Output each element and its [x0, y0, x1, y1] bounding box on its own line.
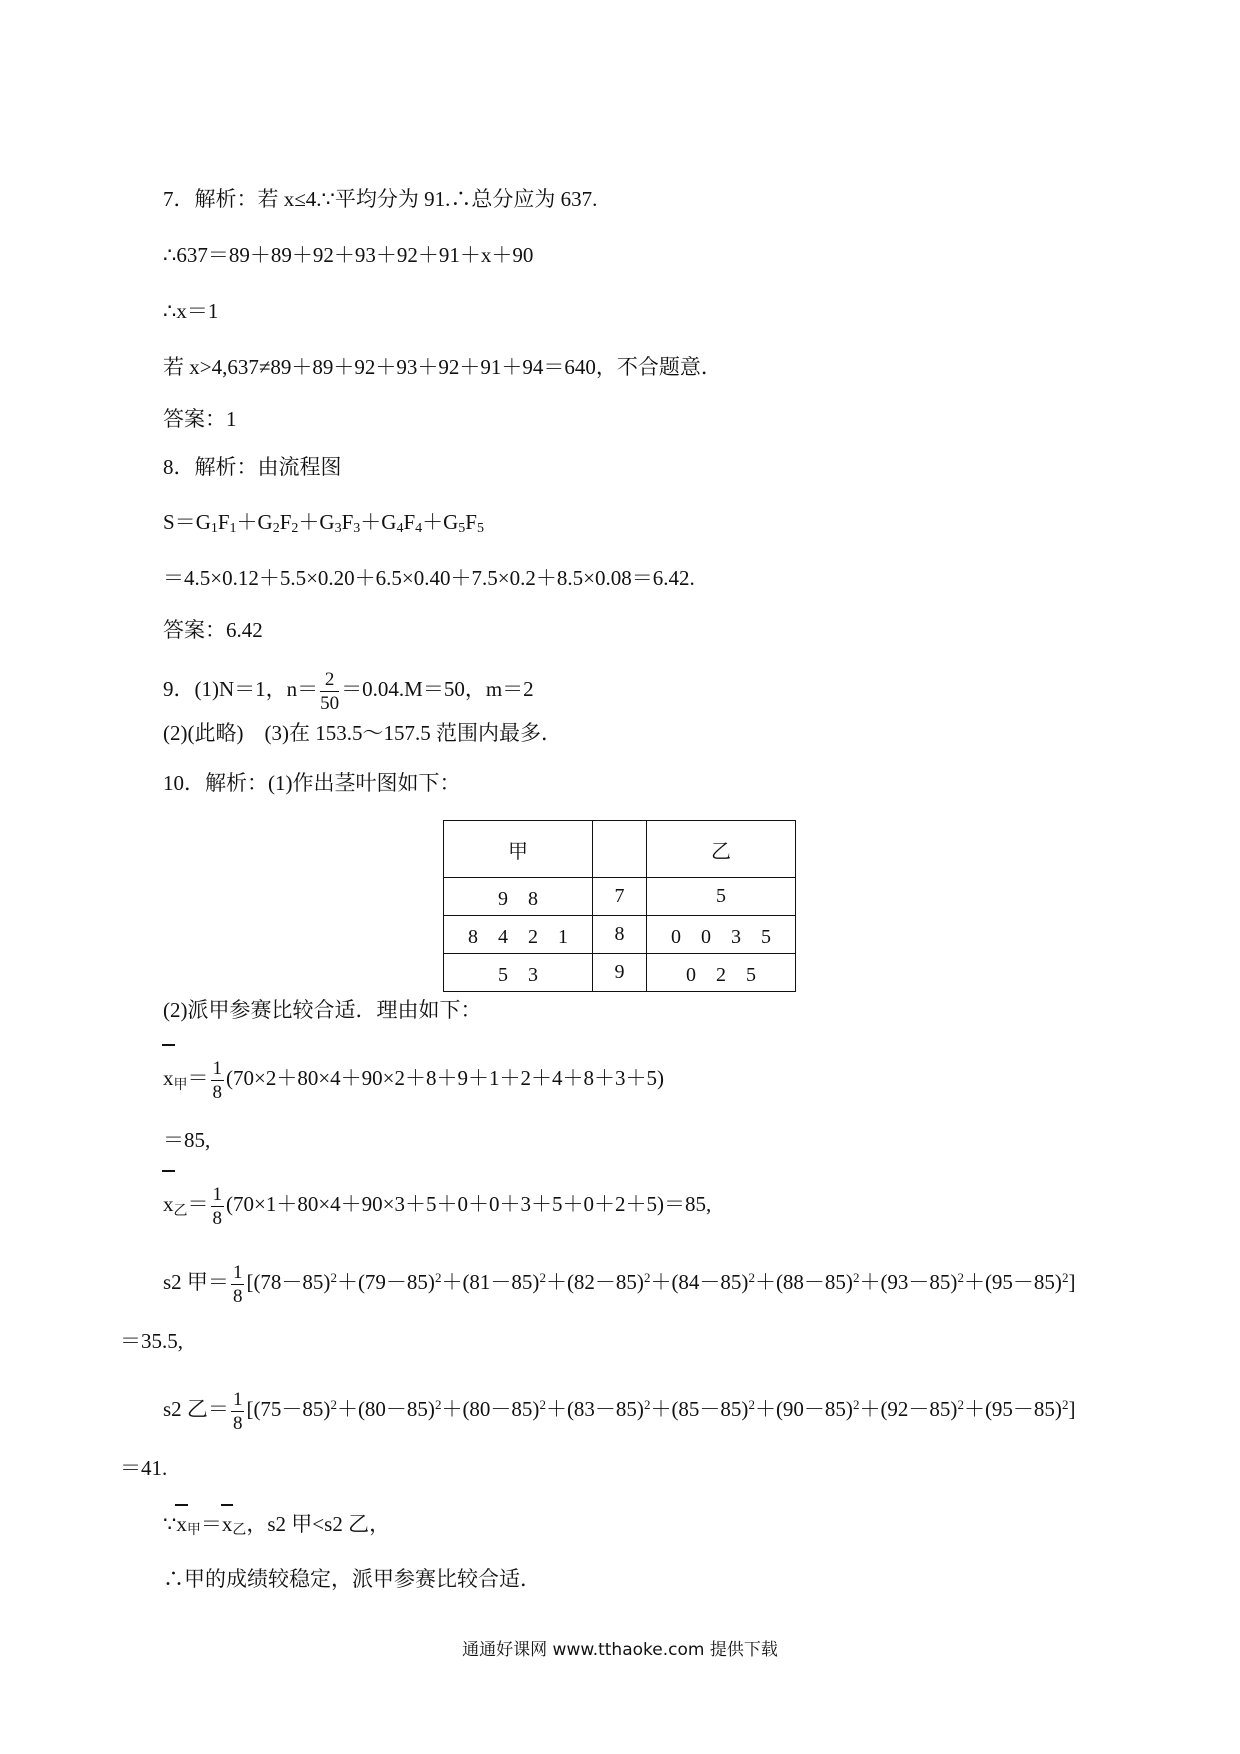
variance-term: (78－85) — [253, 1270, 331, 1294]
plus-sign: ＋ — [859, 1397, 881, 1421]
x-bar-yi: x — [163, 1174, 174, 1232]
exponent: 2 — [539, 1397, 546, 1412]
variance-term: (81－85) — [462, 1270, 540, 1294]
q8-terms — [196, 510, 484, 534]
variance-term: (80－85) — [462, 1397, 540, 1421]
variance-term: (93－85) — [880, 1270, 958, 1294]
frac-num: 1 — [232, 1261, 243, 1283]
variance-term: (79－85) — [357, 1270, 435, 1294]
var-yi-fraction — [231, 1390, 245, 1433]
q8-term-fi: 2 — [291, 521, 299, 536]
q7-line-1: 7．解析：若 x≤4.∵平均分为 91.∴总分应为 637. — [163, 187, 598, 211]
exponent: 2 — [330, 1397, 337, 1412]
table-row — [444, 916, 796, 954]
close-bracket: ] — [1068, 1397, 1076, 1421]
variance-comparison: ，s2 甲<s2 乙， — [246, 1512, 391, 1536]
q8-term — [443, 510, 484, 534]
q8-term-g: G — [381, 510, 397, 534]
q8-line-1: 8．解析：由流程图 — [163, 455, 342, 479]
x-bar-yi: x — [222, 1508, 233, 1538]
q8-term-gi: 1 — [210, 521, 218, 536]
exponent: 2 — [1061, 1397, 1069, 1412]
plus-sign: ＋ — [441, 1270, 463, 1294]
plus-sign: ＋ — [441, 1397, 463, 1421]
q8-term — [196, 510, 258, 534]
plus-sign: ＋ — [754, 1397, 776, 1421]
q8-term-f: F — [279, 510, 292, 534]
q8-term-fi: 1 — [229, 521, 237, 536]
q8-term-gi: 3 — [334, 521, 342, 536]
leaves-yi: 0 0 3 5 — [647, 916, 796, 954]
page-footer: 通通好课网 www.tthaoke.com 提供下载 — [462, 1640, 778, 1660]
table-row — [444, 878, 796, 916]
mean-yi-formula — [163, 1174, 711, 1240]
q8-term-op: ＋ — [422, 510, 444, 534]
plus-sign: ＋ — [650, 1397, 672, 1421]
q8-term-op: ＋ — [236, 510, 258, 534]
plus-sign: ＋ — [859, 1270, 881, 1294]
q7-line-2: ∴637＝89＋89＋92＋93＋92＋91＋x＋90 — [163, 243, 534, 267]
stem: 7 — [593, 878, 647, 916]
x-bar-jia-sub: 甲 — [173, 1078, 188, 1093]
plus-sign: ＋ — [963, 1397, 985, 1421]
stem-leaf-table — [443, 820, 796, 992]
exponent: 2 — [748, 1270, 755, 1285]
q7-answer: 答案：1 — [163, 407, 237, 431]
var-yi-terms — [253, 1397, 1068, 1421]
exponent: 2 — [957, 1270, 964, 1285]
stem-leaf-header-row — [444, 821, 796, 878]
mean-yi-expr: (70×1＋80×4＋90×3＋5＋0＋0＋3＋5＋0＋2＋5)＝85, — [226, 1192, 712, 1216]
exponent: 2 — [852, 1270, 860, 1285]
q9-line-2: (2)(此略) (3)在 153.5～157.5 范围内最多． — [163, 721, 562, 745]
x-bar-yi-sub: 乙 — [232, 1523, 247, 1538]
frac-num: 1 — [212, 1183, 222, 1205]
because-symbol: ∵ — [163, 1512, 177, 1536]
frac-den: 8 — [212, 1207, 222, 1229]
open-bracket: [ — [246, 1397, 254, 1421]
q8-term-gi: 2 — [272, 521, 280, 536]
leaves-jia: 5 3 — [444, 954, 593, 992]
q8-term-op: ＋ — [360, 510, 382, 534]
q8-line-3: ＝4.5×0.12＋5.5×0.20＋6.5×0.40＋7.5×0.2＋8.5×0.08＝6.42. — [163, 566, 695, 590]
plus-sign: ＋ — [545, 1397, 567, 1421]
var-jia-terms — [253, 1270, 1068, 1294]
variance-term: (75－85) — [253, 1397, 331, 1421]
mean-jia-fraction — [211, 1059, 225, 1102]
var-jia-result: ＝35.5, — [120, 1329, 183, 1353]
q9-post: ＝0.04.M＝50，m＝2 — [341, 677, 534, 701]
x-bar-jia-sub: 甲 — [186, 1523, 201, 1538]
q8-term-gi: 4 — [396, 521, 404, 536]
plus-sign: ＋ — [963, 1270, 985, 1294]
exponent: 2 — [434, 1270, 442, 1285]
exponent: 2 — [1061, 1270, 1069, 1285]
variance-term: (90－85) — [775, 1397, 853, 1421]
variance-term: (88－85) — [775, 1270, 853, 1294]
var-yi-formula — [163, 1377, 1075, 1437]
mean-jia-expr: (70×2＋80×4＋90×2＋8＋9＋1＋2＋4＋8＋3＋5) — [226, 1066, 665, 1090]
equals-sign: ＝ — [187, 1192, 209, 1216]
q8-sum-formula — [163, 508, 484, 543]
frac-num: 1 — [212, 1057, 222, 1079]
frac-den: 8 — [232, 1412, 243, 1434]
exponent: 2 — [330, 1270, 337, 1285]
exponent: 2 — [748, 1397, 755, 1412]
exponent: 2 — [539, 1270, 546, 1285]
frac-num: 1 — [232, 1388, 243, 1410]
mean-jia-result: ＝85, — [163, 1128, 211, 1152]
leaves-yi: 0 2 5 — [647, 954, 796, 992]
q8-s-start: S＝ — [163, 510, 196, 534]
var-yi-label: s2 乙＝ — [163, 1397, 229, 1421]
q9-frac-num: 2 — [320, 670, 339, 692]
frac-den: 8 — [212, 1081, 222, 1103]
q8-term-g: G — [319, 510, 335, 534]
frac-den: 8 — [232, 1285, 243, 1307]
close-bracket: ] — [1068, 1270, 1076, 1294]
q8-term-f: F — [465, 510, 477, 534]
q7-line-3: ∴x＝1 — [163, 299, 219, 323]
plus-sign: ＋ — [754, 1270, 776, 1294]
q8-term-fi: 3 — [353, 521, 361, 536]
q8-term-f: F — [341, 510, 354, 534]
mean-jia-formula — [163, 1048, 664, 1114]
q9-frac-den: 50 — [320, 692, 340, 714]
leaves-jia: 8 4 2 1 — [444, 916, 593, 954]
q10-line-2: (2)派甲参赛比较合适．理由如下： — [163, 998, 482, 1022]
exponent: 2 — [434, 1397, 442, 1412]
q8-term-g: G — [195, 510, 211, 534]
plus-sign: ＋ — [336, 1270, 358, 1294]
x-bar-yi-sub: 乙 — [173, 1204, 188, 1219]
stem-leaf-header-yi: 乙 — [647, 821, 796, 878]
equals-sign: ＝ — [200, 1512, 222, 1536]
exponent: 2 — [643, 1270, 651, 1285]
q8-term — [258, 510, 320, 534]
q10-line-1: 10．解析：(1)作出茎叶图如下： — [163, 771, 461, 795]
q8-term-g: G — [443, 510, 459, 534]
table-row — [444, 954, 796, 992]
stem: 9 — [593, 954, 647, 992]
variance-term: (92－85) — [880, 1397, 958, 1421]
q9-fraction — [320, 670, 339, 713]
exponent: 2 — [643, 1397, 651, 1412]
stem-leaf-header-jia: 甲 — [444, 821, 593, 878]
variance-term: (95－85) — [984, 1270, 1062, 1294]
var-yi-result: ＝41. — [120, 1456, 168, 1480]
var-jia-label: s2 甲＝ — [163, 1270, 229, 1294]
x-bar-jia: x — [176, 1508, 187, 1538]
q8-term-fi: 5 — [476, 521, 484, 536]
q8-term-f: F — [403, 510, 416, 534]
exponent: 2 — [957, 1397, 964, 1412]
mean-yi-fraction — [211, 1185, 225, 1228]
q8-term — [381, 510, 443, 534]
open-bracket: [ — [246, 1270, 254, 1294]
stem: 8 — [593, 916, 647, 954]
stem-leaf-header-stem — [593, 821, 647, 878]
plus-sign: ＋ — [545, 1270, 567, 1294]
exponent: 2 — [852, 1397, 860, 1412]
q9-pre: 9．(1)N＝1，n＝ — [163, 677, 319, 701]
q8-term — [319, 510, 381, 534]
q8-term-g: G — [257, 510, 273, 534]
variance-term: (82－85) — [566, 1270, 644, 1294]
plus-sign: ＋ — [650, 1270, 672, 1294]
variance-term: (84－85) — [671, 1270, 749, 1294]
variance-term: (83－85) — [566, 1397, 644, 1421]
plus-sign: ＋ — [336, 1397, 358, 1421]
q9-line-1 — [163, 664, 534, 714]
x-bar-jia: x — [163, 1048, 174, 1106]
q8-answer: 答案：6.42 — [163, 618, 263, 642]
var-jia-formula — [163, 1250, 1075, 1310]
q7-line-4: 若 x>4,637≠89＋89＋92＋93＋92＋91＋94＝640，不合题意． — [163, 355, 722, 379]
q8-term-fi: 4 — [415, 521, 423, 536]
var-jia-fraction — [231, 1263, 245, 1306]
variance-term: (85－85) — [671, 1397, 749, 1421]
equals-sign: ＝ — [187, 1066, 209, 1090]
q8-term-gi: 5 — [458, 521, 466, 536]
leaves-jia: 9 8 — [444, 878, 593, 916]
q8-term-f: F — [217, 510, 230, 534]
conclusion: ∴甲的成绩较稳定，派甲参赛比较合适． — [163, 1567, 541, 1591]
q8-term-op: ＋ — [298, 510, 320, 534]
leaves-yi: 5 — [647, 878, 796, 916]
comparison-line — [163, 1508, 390, 1545]
variance-term: (80－85) — [357, 1397, 435, 1421]
variance-term: (95－85) — [984, 1397, 1062, 1421]
